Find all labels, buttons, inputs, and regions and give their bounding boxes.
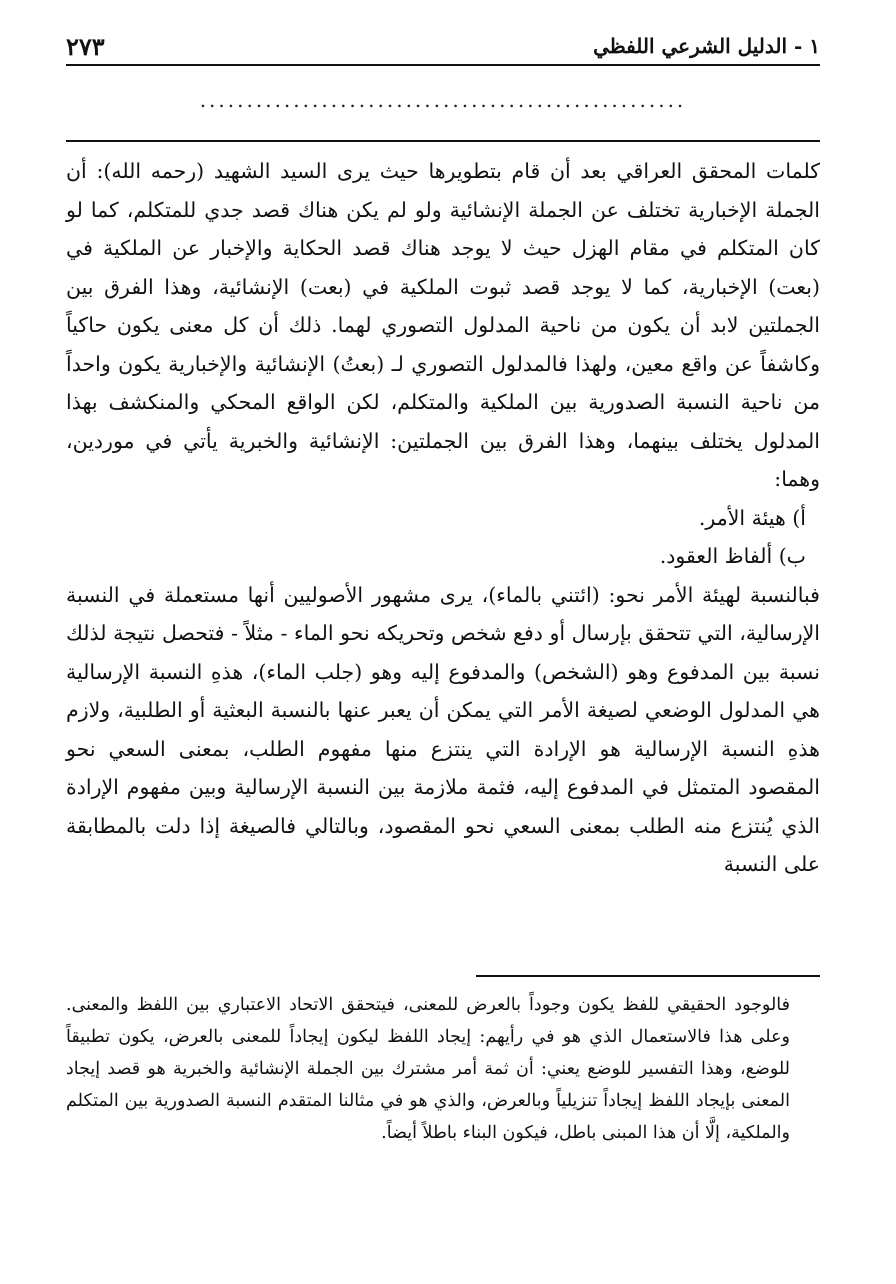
book-page — [66, 0, 820, 1284]
header-divider — [66, 140, 820, 142]
footnote — [66, 989, 820, 1149]
footnote-text: فالوجود الحقيقي للفظ يكون وجوداً بالعرض للمعنى، فيتحقق الاتحاد الاعتباري بين اللفظ والمعنى. وعلى هذا فالاستعمال الذي هو في رأيهم: إيجاد اللفظ ليكون إيجاداً للمعنى بالعرض، يكون تطبيقاً للوضع، وهذا التفسير للوضع يعني: أن ثمة أمر مشترك بين الجملة الإنشائية والخبرية هو قصد إيجاد المعنى بإيجاد اللفظ إيجاداً تنزيلياً وبالعرض، والذي هو في مثالنا المتقدم النسبة الصدورية بين المتكلم والملكية، إلَّا أن هذا المبنى باطل، فيكون البناء باطلاً أيضاً. — [66, 995, 790, 1143]
dotted-separator: .................................................... — [199, 88, 687, 112]
list-item-a: أ) هيئة الأمر. — [698, 505, 806, 530]
main-text — [66, 152, 820, 884]
running-header — [66, 28, 820, 66]
list-item-b: ب) ألفاظ العقود. — [659, 544, 806, 568]
header-title: ١ - الدليل الشرعي اللفظي — [593, 34, 820, 58]
page-number: ٢٧٣ — [66, 31, 105, 61]
paragraph-2: فبالنسبة لهيئة الأمر نحو: (ائتني بالماء)، يرى مشهور الأصوليين أنها مستعملة في النسبة الإرسالية، التي تتحقق بإرسال أو دفع شخص وتحريكه نحو الماء - مثلاً - فتحصل نتيجة لذلك نسبة بين المدفوع وهو (الشخص) والمدفوع إليه وهو (جلب الماء)، هذهِ النسبة الإرسالية هي المدلول الوضعي لصيغة الأمر التي يمكن أن يعبر عنها بالنسبة البعثية أو الطلبية، ولازم هذهِ النسبة الإرسالية هو الإرادة التي ينتزع منها مفهوم الطلب، بمعنى السعي نحو المقصود المتمثل في المدفوع إليه، فثمة ملازمة بين النسبة الإرسالية وبين مفهوم الإرادة الذي يُنتزع منه الطلب بمعنى السعي نحو المقصود، وبالتالي فالصيغة إذا دلت بالمطابقة على النسبة — [66, 582, 820, 876]
footnote-divider — [476, 975, 820, 977]
paragraph-1: كلمات المحقق العراقي بعد أن قام بتطويرها حيث يرى السيد الشهيد (رحمه الله): أن الجملة الإخبارية تختلف عن الجملة الإنشائية ولو لم يكن هناك قصد جدي للمتكلم، كما لو كان المتكلم في مقام الهزل حيث لا يوجد هناك قصد الحكاية والإخبار عن الملكية في (بعت) الإخبارية، كما لا يوجد قصد ثبوت الملكية في (بعت) الإنشائية، وهذا الفرق بين الجملتين لابد أن يكون من ناحية المدلول التصوري لهما. ذلك أن كل معنى يكون حاكياً وكاشفاً عن واقع معين، ولهذا فالمدلول التصوري لـ (بعتُ) الإنشائية والإخبارية يكون واحداً من ناحية النسبة الصدورية بين الملكية والمتكلم، لكن الواقع المحكي والمنكشف بهذا المدلول يختلف بينهما، وهذا الفرق بين الجملتين: الإنشائية والخبرية يأتي في موردين، وهما: — [66, 159, 820, 491]
